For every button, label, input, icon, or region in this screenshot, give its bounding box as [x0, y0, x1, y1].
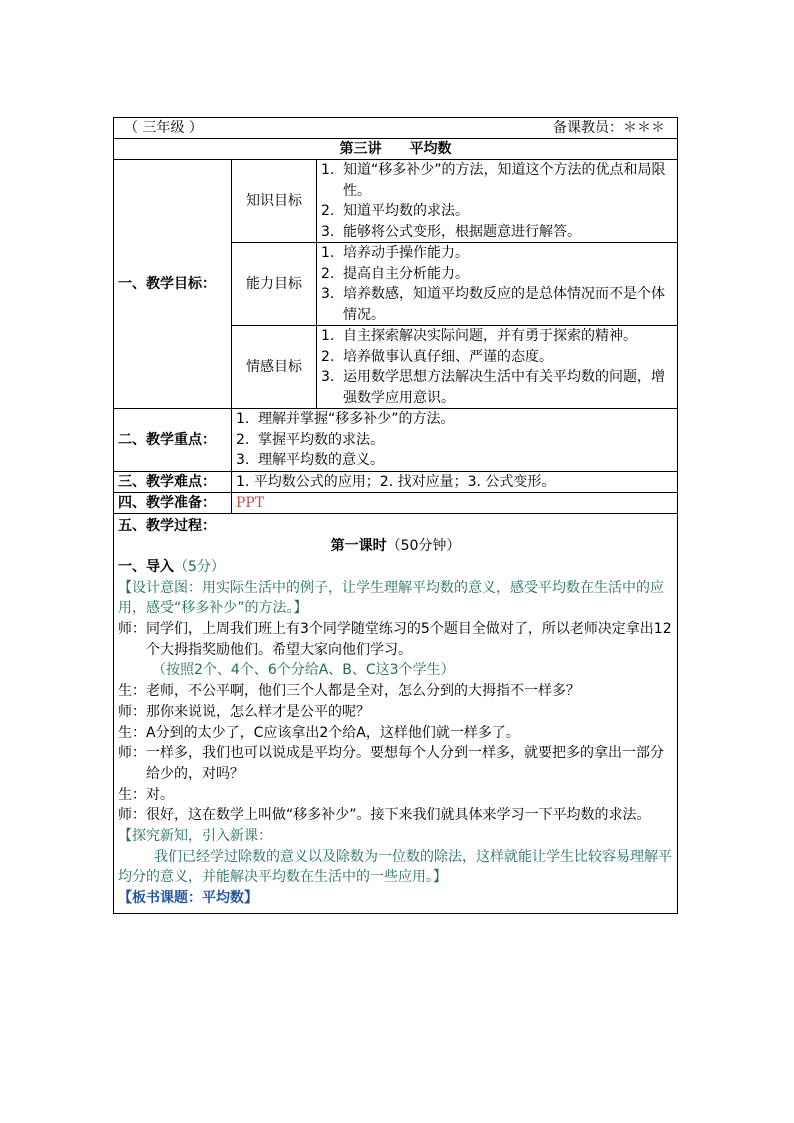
dialogue-line: 生：A分到的太少了，C应该拿出2个给A，这样他们就一样多了。 — [118, 724, 520, 741]
knowledge-goal-label: 知识目标 — [232, 160, 317, 243]
key-points-list — [236, 409, 673, 471]
emotion-goal-list — [321, 326, 673, 408]
goal-knowledge-row — [114, 160, 678, 243]
list-item: 3. 理解平均数的意义。 — [236, 452, 384, 468]
ability-goal-label: 能力目标 — [232, 243, 317, 326]
board-title: 【板书课题：平均数】 — [118, 890, 258, 907]
list-item: 1. 培养动手操作能力。 — [321, 245, 469, 261]
ability-goal-list — [321, 243, 673, 325]
lecture-title: 第三讲 平均数 — [114, 139, 678, 160]
header-row — [114, 118, 678, 139]
difficulties-row — [114, 471, 678, 492]
design-intent: 【设计意图：用实际生活中的例子，让学生理解平均数的意义，感受平均数在生活中的应用，感受“移多补少”的方法。】 — [118, 579, 664, 617]
dialogue-line: 师：那你来说说，怎么样才是公平的呢？ — [118, 703, 370, 720]
list-item: 1. 理解并掌握“移多补少”的方法。 — [236, 411, 455, 427]
key-points-row — [114, 409, 678, 472]
explore-text: 我们已经学过除数的意义以及除数为一位数的除法，这样就能让学生比较容易理解平均分的意义，并能解决平均数在生活中的一些应用。】 — [118, 848, 672, 886]
teacher-label: 备课教员：＊＊＊ — [553, 120, 666, 136]
list-item: 3. 能够将公式变形，根据题意进行解答。 — [321, 223, 581, 240]
section-heading: 一、导入（5分） — [118, 558, 225, 575]
list-item: 2. 掌握平均数的求法。 — [236, 431, 384, 448]
dialogue-line: 师：很好，这在数学上叫做“移多补少”。接下来我们就具体来学习一下平均数的求法。 — [118, 807, 651, 824]
dialogue-line: 生：老师，不公平啊，他们三个人都是全对，怎么分到的大拇指不一样多？ — [118, 683, 580, 700]
preparation-text: PPT — [232, 492, 678, 513]
preparation-row — [114, 492, 678, 513]
key-points-label: 二、教学重点： — [114, 409, 232, 472]
list-item: 1. 知道“移多补少”的方法，知道这个方法的优点和局限性。 — [321, 162, 666, 199]
grade-label: （ 三年级 ） — [124, 120, 203, 136]
preparation-label: 四、教学准备： — [114, 492, 232, 513]
lesson-plan-document — [113, 117, 677, 914]
process-row — [114, 513, 678, 913]
list-item: 2. 培养做事认真仔细、严谨的态度。 — [321, 348, 553, 365]
dialogue-line: 生：对。 — [118, 786, 174, 803]
difficulties-label: 三、教学难点： — [114, 471, 232, 492]
stage-direction: （按照2个、4个、6个分给A、B、C这3个学生） — [152, 662, 455, 679]
explore-title: 【探究新知，引入新课： — [118, 828, 272, 845]
list-item: 2. 提高自主分析能力。 — [321, 265, 469, 282]
dialogue-line: 师：一样多，我们也可以说成是平均分。要想每个人分到一样多，就要把多的拿出一部分给少的，对吗？ — [118, 745, 664, 782]
lesson-heading: 第一课时（50分钟） — [330, 538, 461, 555]
list-item: 3. 培养数感，知道平均数反应的是总体情况而不是个体情况。 — [321, 286, 665, 323]
list-item: 2. 知道平均数的求法。 — [321, 203, 469, 219]
title-row — [114, 139, 678, 160]
lesson-plan-table — [113, 117, 678, 914]
process-label: 五、教学过程： — [118, 517, 216, 534]
emotion-goal-label: 情感目标 — [232, 326, 317, 409]
list-item: 3. 运用数学思想方法解决生活中有关平均数的问题，增强数学应用意识。 — [321, 369, 665, 406]
difficulties-text: 1. 平均数公式的应用；2. 找对应量；3. 公式变形。 — [232, 471, 678, 492]
knowledge-goal-list — [321, 160, 673, 242]
list-item: 1. 自主探索解决实际问题，并有勇于探索的精神。 — [321, 328, 637, 344]
dialogue-line: 师：同学们，上周我们班上有3个同学随堂练习的5个题目全做对了，所以老师决定拿出12个大拇指奖励他们。希望大家向他们学习。 — [118, 621, 672, 658]
goals-label: 一、教学目标： — [114, 160, 232, 409]
